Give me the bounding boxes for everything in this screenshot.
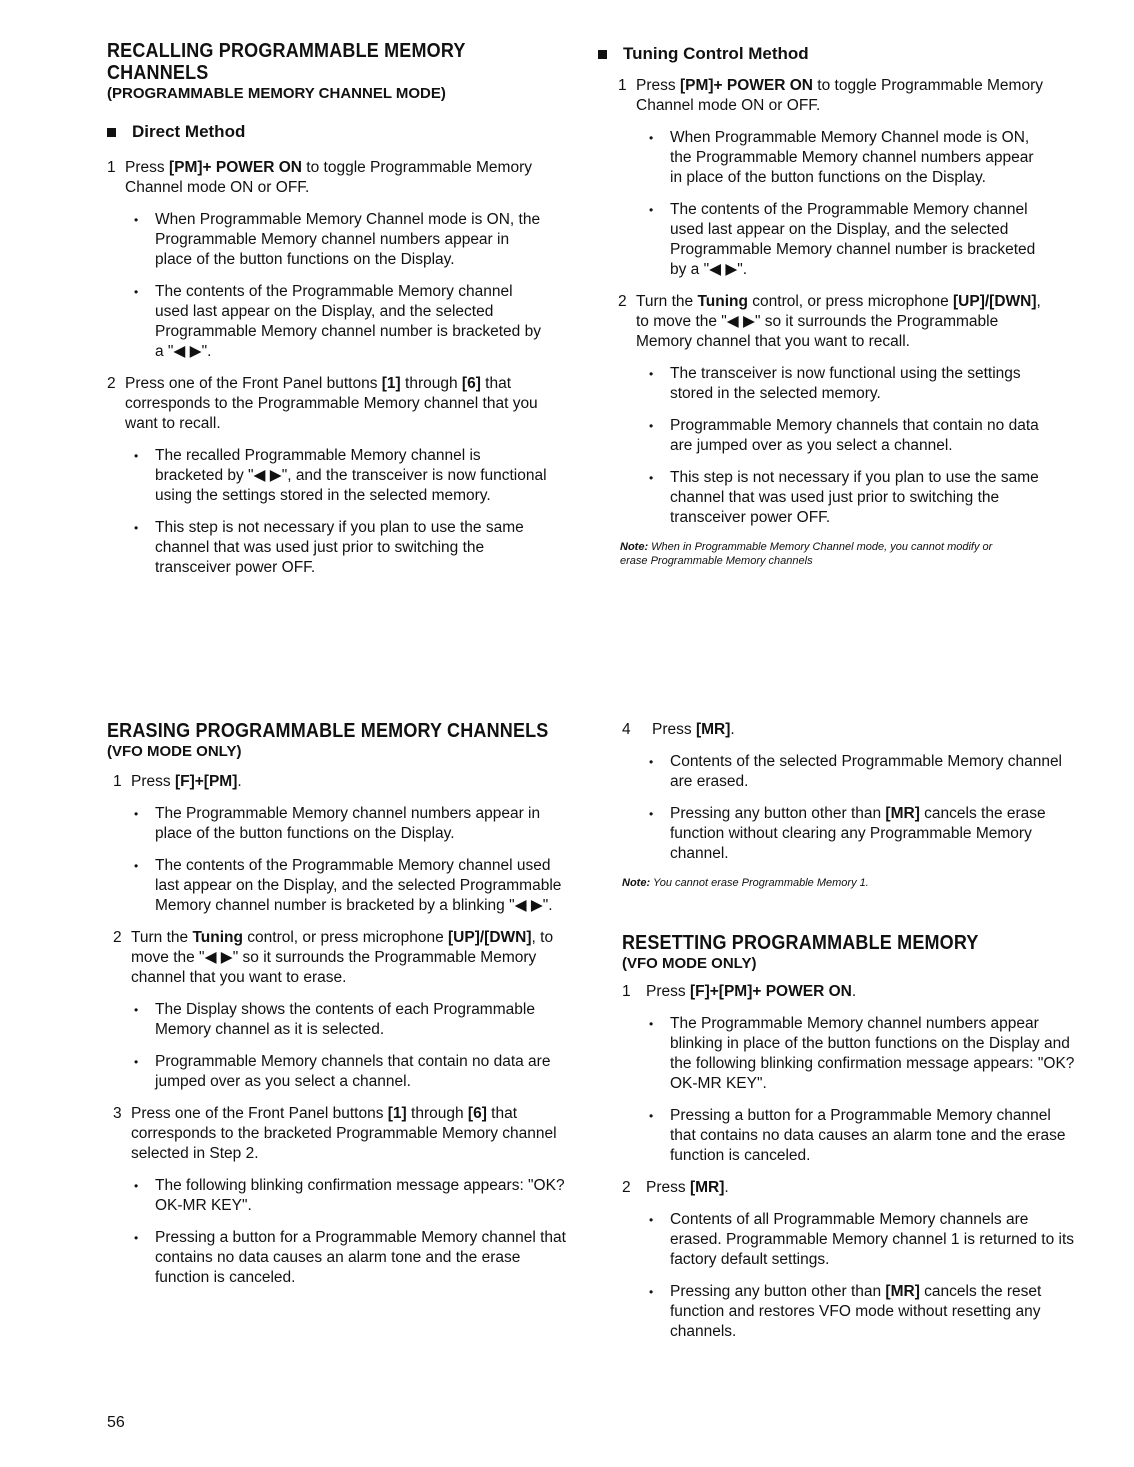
- erase-step-4: 4 Press [MR].: [622, 721, 735, 738]
- erase-bullet-4: • Programmable Memory channels that contain no data are jumped over as you select a channel.: [134, 1053, 551, 1090]
- tuning-bullet-3: • The transceiver is now functional using the settings stored in the selected memory.: [649, 365, 1021, 402]
- erase-step-2: 2 Turn the Tuning control, or press microphone [UP]/[DWN], to move the "◀ ▶" so it surrounds the Programmable Memory channel that you want to erase.: [113, 929, 554, 986]
- recall-title-line2: CHANNELS: [107, 62, 209, 84]
- recall-subtitle: (PROGRAMMABLE MEMORY CHANNEL MODE): [107, 85, 446, 102]
- tuning-step-1: 1 Press [PM]+ POWER ON to toggle Programmable Memory Channel mode ON or OFF.: [618, 77, 1043, 114]
- reset-bullet-1: • The Programmable Memory channel numbers appear blinking in place of the button functions on the Display and the following blinking confirmation message appears: "OK?OK-MR KEY".: [649, 1015, 1075, 1092]
- direct-method-heading: [107, 122, 547, 142]
- recall-tuning-column: [598, 44, 1048, 568]
- recall-title-line1: RECALLING PROGRAMMABLE MEMORY: [107, 40, 466, 62]
- reset-title: RESETTING PROGRAMMABLE MEMORY: [622, 932, 979, 954]
- direct-bullet-1: • When Programmable Memory Channel mode is ON, the Programmable Memory channel numbers appear in place of the button functions on the Display.: [134, 211, 541, 268]
- reset-subtitle: (VFO MODE ONLY): [622, 955, 757, 972]
- direct-method-label: Direct Method: [132, 122, 246, 141]
- direct-step-2: 2 Press one of the Front Panel buttons [1] through [6] that corresponds to the Programmable Memory channel that you want to recall.: [107, 375, 538, 432]
- reset-bullet-4: • Pressing any button other than [MR] cancels the reset function and restores VFO mode without resetting any channels.: [649, 1283, 1042, 1340]
- recall-direct-column: [107, 40, 547, 590]
- erase-reset-column: [622, 720, 1077, 1354]
- erase-subtitle: (VFO MODE ONLY): [107, 743, 242, 760]
- erase-bullet-3: • The Display shows the contents of each Programmable Memory channel as it is selected.: [134, 1001, 535, 1038]
- reset-step-1: 1 Press [F]+[PM]+ POWER ON.: [622, 983, 857, 1000]
- direct-bullet-4: • This step is not necessary if you plan to use the same channel that was used just prior to switching the transceiver power OFF.: [134, 519, 524, 576]
- erase-note: Note: You cannot erase Programmable Memory 1.: [622, 877, 869, 889]
- erase-bullet-1: • The Programmable Memory channel numbers appear in place of the button functions on the Display.: [134, 805, 541, 842]
- erase-bullet-7: • Contents of the selected Programmable Memory channel are erased.: [649, 753, 1063, 790]
- key-pm-power-on: [PM]+ POWER ON: [168, 159, 302, 176]
- tuning-bullet-4: • Programmable Memory channels that contain no data are jumped over as you select a channel.: [649, 417, 1039, 454]
- erase-bullet-2: • The contents of the Programmable Memory channel used last appear on the Display, and the selected Programmable Memory channel number is bracketed by a blinking "◀ ▶".: [134, 857, 562, 914]
- reset-bullet-3: • Contents of all Programmable Memory channels are erased. Programmable Memory channel 1 is returned to its factory default settings.: [649, 1211, 1075, 1268]
- tuning-bullet-5: • This step is not necessary if you plan to use the same channel that was used just prior to switching the transceiver power OFF.: [649, 469, 1039, 526]
- erase-title: ERASING PROGRAMMABLE MEMORY CHANNELS: [107, 720, 549, 742]
- direct-step-1: 1 Press [PM]+ POWER ON to toggle Programmable Memory Channel mode ON or OFF.: [107, 159, 532, 196]
- bullet-square-icon: [107, 128, 116, 137]
- direct-bullet-2: • The contents of the Programmable Memory channel used last appear on the Display, and the selected Programmable Memory channel number is bracketed by a "◀ ▶".: [134, 283, 541, 360]
- tuning-bullet-1: • When Programmable Memory Channel mode is ON, the Programmable Memory channel numbers appear in place of the button functions on the Display.: [649, 129, 1034, 186]
- erase-bullet-6: • Pressing a button for a Programmable Memory channel that contains no data causes an alarm tone and the erase function is canceled.: [134, 1229, 566, 1286]
- tuning-method-label: Tuning Control Method: [623, 44, 809, 63]
- direct-bullet-3: • The recalled Programmable Memory channel is bracketed by "◀ ▶", and the transceiver is now functional using the settings stored in the selected memory.: [134, 447, 547, 504]
- erase-step-3: 3 Press one of the Front Panel buttons [1] through [6] that corresponds to the bracketed Programmable Memory channel selected in Step 2.: [113, 1105, 557, 1162]
- erase-bullet-5: • The following blinking confirmation message appears: "OK?OK-MR KEY".: [134, 1177, 565, 1214]
- tuning-step-2: 2 Turn the Tuning control, or press microphone [UP]/[DWN], to move the "◀ ▶" so it surrounds the Programmable Memory channel that you want to recall.: [618, 293, 1041, 350]
- erase-step-1: 1 Press [F]+[PM].: [113, 773, 242, 790]
- tuning-note: Note: When in Programmable Memory Channel mode, you cannot modify or erase Programmable Memory channels: [620, 541, 993, 567]
- page-number: 56: [107, 1414, 125, 1431]
- tuning-bullet-2: • The contents of the Programmable Memory channel used last appear on the Display, and the selected Programmable Memory channel number is bracketed by a "◀ ▶".: [649, 201, 1036, 278]
- tuning-method-heading: [598, 44, 1048, 64]
- erase-column: [107, 720, 577, 1300]
- reset-step-2: 2 Press [MR].: [622, 1179, 729, 1196]
- reset-bullet-2: • Pressing a button for a Programmable Memory channel that contains no data causes an alarm tone and the erase function is canceled.: [649, 1107, 1066, 1164]
- erase-bullet-8: • Pressing any button other than [MR] cancels the erase function without clearing any Programmable Memory channel.: [649, 805, 1046, 862]
- bullet-square-icon: [598, 50, 607, 59]
